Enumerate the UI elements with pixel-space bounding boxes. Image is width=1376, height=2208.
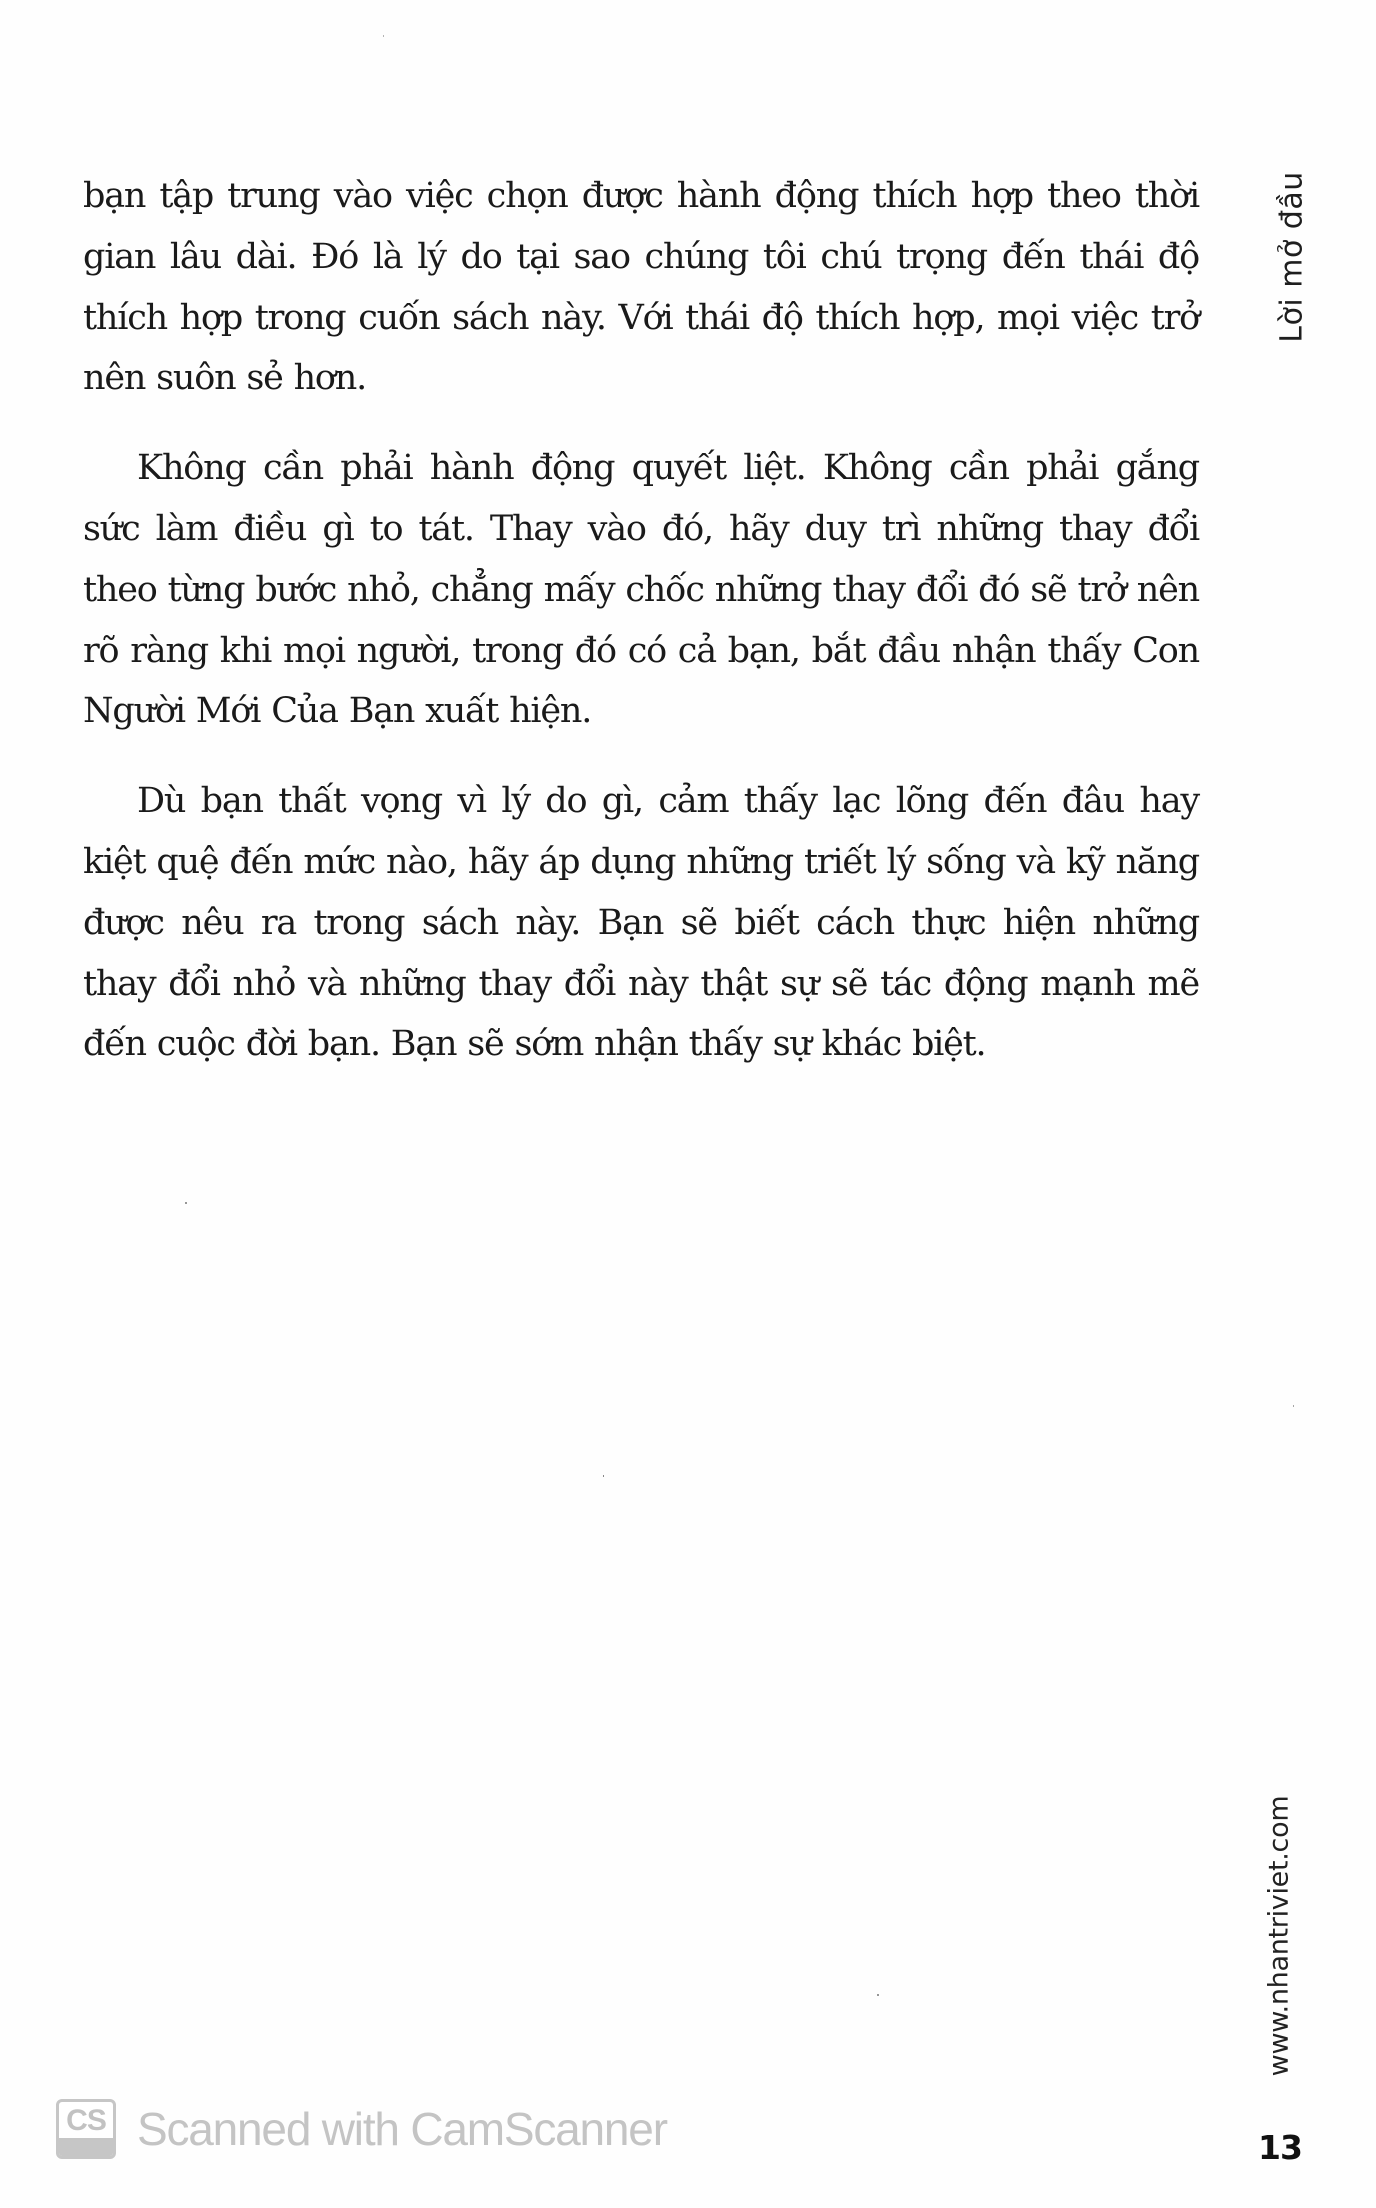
running-head <box>1274 171 1310 343</box>
paragraph-1: bạn tập trung vào việc chọn được hành động thích hợp theo thời gian lâu dài. Đó là lý do tại sao chúng tôi chú trọng đến thái độ thích hợp trong cuốn sách này. Với thái độ thích hợp, mọi việc trở nên suôn sẻ hơn. <box>83 176 1199 399</box>
paragraph-2: Không cần phải hành động quyết liệt. Không cần phải gắng sức làm điều gì to tát. Thay vào đó, hãy duy trì những thay đổi theo từng bước nhỏ, chẳng mấy chốc những thay đổi đó sẽ trở nên rõ ràng khi mọi người, trong đó có cả bạn, bắt đầu nhận thấy Con Người Mới Của Bạn xuất hiện. <box>83 448 1199 732</box>
camscanner-logo-bar <box>59 2138 113 2156</box>
scan-speck <box>877 1994 879 1996</box>
camscanner-logo-letters: CS <box>66 2104 106 2137</box>
body-text <box>83 166 1199 1104</box>
publisher-website-label: www.nhantriviet.com <box>1263 1795 1295 2077</box>
scan-speck <box>603 1475 604 1477</box>
scan-speck <box>1293 1405 1294 1407</box>
scan-speck <box>185 1202 187 1204</box>
camscanner-logo-icon <box>56 2099 116 2159</box>
paragraph-3: Dù bạn thất vọng vì lý do gì, cảm thấy lạc lõng đến đâu hay kiệt quệ đến mức nào, hãy áp dụng những triết lý sống và kỹ năng được nêu ra trong sách này. Bạn sẽ biết cách thực hiện những thay đổi nhỏ và những thay đổi này thật sự sẽ tác động mạnh mẽ đến cuộc đời bạn. Bạn sẽ sớm nhận thấy sự khác biệt. <box>83 781 1199 1065</box>
camscanner-watermark <box>56 2098 667 2160</box>
publisher-website <box>1264 1797 1294 2075</box>
running-head-label: Lời mở đầu <box>1274 171 1310 343</box>
scan-speck <box>383 35 384 37</box>
page-number: 13 <box>1258 2128 1302 2167</box>
camscanner-watermark-text: Scanned with CamScanner <box>137 2103 667 2155</box>
